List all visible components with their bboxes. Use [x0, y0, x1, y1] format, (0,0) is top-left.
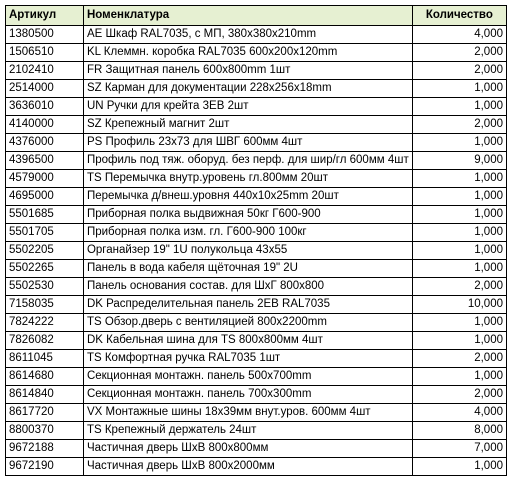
cell-article: 8614680: [6, 368, 84, 386]
cell-article: 5502205: [6, 242, 84, 260]
cell-article: 7158035: [6, 296, 84, 314]
cell-article: 4396500: [6, 152, 84, 170]
cell-name: Приборная полка выдвижная 50кг Г600-900: [83, 206, 412, 224]
table-row: [6, 404, 507, 422]
cell-qty: 9,000: [412, 152, 506, 170]
table-row: [6, 116, 507, 134]
cell-name: DK Кабельная шина для TS 800x800мм 4шт: [83, 332, 412, 350]
cell-name: Приборная полка изм. гл. Г600-900 100кг: [83, 224, 412, 242]
table-row: [6, 458, 507, 476]
cell-qty: 2,000: [412, 62, 506, 80]
cell-qty: 1,000: [412, 98, 506, 116]
cell-qty: 2,000: [412, 278, 506, 296]
table-row: [6, 98, 507, 116]
header-article: Артикул: [6, 6, 84, 26]
table-row: [6, 296, 507, 314]
cell-name: Перемычка д/внеш.уровня 440x10x25mm 20шт: [83, 188, 412, 206]
cell-name: AE Шкаф RAL7035, с МП, 380x380x210mm: [83, 26, 412, 44]
cell-name: UN Ручки для крейта 3ЕВ 2шт: [83, 98, 412, 116]
table-row: [6, 170, 507, 188]
cell-article: 9672190: [6, 458, 84, 476]
cell-name: VX Монтажные шины 18x39мм внут.уров. 600мм 4шт: [83, 404, 412, 422]
cell-qty: 2,000: [412, 386, 506, 404]
cell-qty: 1,000: [412, 134, 506, 152]
header-row: [6, 6, 507, 26]
cell-article: 1380500: [6, 26, 84, 44]
cell-qty: 8,000: [412, 422, 506, 440]
table-row: [6, 152, 507, 170]
cell-name: Секционная монтажн. панель 700x300mm: [83, 386, 412, 404]
cell-name: SZ Карман для документации 228x256x18mm: [83, 80, 412, 98]
cell-article: 5501705: [6, 224, 84, 242]
table-row: [6, 206, 507, 224]
cell-article: 4140000: [6, 116, 84, 134]
cell-qty: 7,000: [412, 440, 506, 458]
cell-qty: 1,000: [412, 260, 506, 278]
table-row: [6, 368, 507, 386]
cell-article: 4579000: [6, 170, 84, 188]
cell-article: 5502265: [6, 260, 84, 278]
cell-qty: 4,000: [412, 404, 506, 422]
table-row: [6, 422, 507, 440]
cell-article: 8611045: [6, 350, 84, 368]
cell-name: Панель в вода кабеля щёточная 19" 2U: [83, 260, 412, 278]
cell-article: 7826082: [6, 332, 84, 350]
cell-name: Частичная дверь ШхВ 800x800мм: [83, 440, 412, 458]
cell-name: FR Защитная панель 600x800mm 1шт: [83, 62, 412, 80]
cell-article: 4695000: [6, 188, 84, 206]
header-name: Номенклатура: [83, 6, 412, 26]
table-row: [6, 440, 507, 458]
cell-article: 8617720: [6, 404, 84, 422]
table-row: [6, 278, 507, 296]
cell-qty: 2,000: [412, 44, 506, 62]
table-row: [6, 188, 507, 206]
cell-name: TS Перемычка внутр.уровень гл.800мм 20шт: [83, 170, 412, 188]
cell-name: TS Комфортная ручка RAL7035 1шт: [83, 350, 412, 368]
table-row: [6, 350, 507, 368]
table-row: [6, 134, 507, 152]
cell-qty: 1,000: [412, 224, 506, 242]
table-row: [6, 224, 507, 242]
cell-name: Панель основания состав. для ШхГ 800x800: [83, 278, 412, 296]
cell-qty: 10,000: [412, 296, 506, 314]
cell-article: 5501685: [6, 206, 84, 224]
table-row: [6, 260, 507, 278]
table-row: [6, 44, 507, 62]
cell-article: 2102410: [6, 62, 84, 80]
table-row: [6, 26, 507, 44]
cell-article: 8800370: [6, 422, 84, 440]
cell-qty: 1,000: [412, 242, 506, 260]
cell-name: Частичная дверь ШхВ 800x2000мм: [83, 458, 412, 476]
cell-qty: 4,000: [412, 26, 506, 44]
cell-qty: 1,000: [412, 332, 506, 350]
table-body: [6, 26, 507, 476]
header-qty: Количество: [412, 6, 506, 26]
table-row: [6, 62, 507, 80]
cell-qty: 1,000: [412, 188, 506, 206]
cell-name: TS Обзор.дверь с вентиляцией 800x2200mm: [83, 314, 412, 332]
cell-article: 9672188: [6, 440, 84, 458]
cell-article: 1506510: [6, 44, 84, 62]
cell-name: PS Профиль 23x73 для ШВГ 600мм 4шт: [83, 134, 412, 152]
table-row: [6, 332, 507, 350]
cell-qty: 1,000: [412, 170, 506, 188]
table-row: [6, 242, 507, 260]
nomenclature-table: [5, 5, 507, 476]
table-row: [6, 386, 507, 404]
cell-article: 4376000: [6, 134, 84, 152]
cell-qty: 1,000: [412, 368, 506, 386]
cell-qty: 2,000: [412, 116, 506, 134]
cell-name: KL Клеммн. коробка RAL7035 600x200x120mm: [83, 44, 412, 62]
cell-article: 5502530: [6, 278, 84, 296]
cell-qty: 1,000: [412, 206, 506, 224]
cell-name: TS Крепежный держатель 24шт: [83, 422, 412, 440]
cell-qty: 1,000: [412, 458, 506, 476]
table-row: [6, 314, 507, 332]
cell-article: 7824222: [6, 314, 84, 332]
cell-qty: 2,000: [412, 350, 506, 368]
table-header: [6, 6, 507, 26]
cell-article: 3636010: [6, 98, 84, 116]
table-row: [6, 80, 507, 98]
cell-qty: 1,000: [412, 80, 506, 98]
cell-article: 2514000: [6, 80, 84, 98]
cell-name: Органайзер 19" 1U полукольца 43x55: [83, 242, 412, 260]
cell-article: 8614840: [6, 386, 84, 404]
cell-name: Профиль под тяж. оборуд. без перф. для шир/гл 600мм 4шт: [83, 152, 412, 170]
nomenclature-table-container: [5, 5, 507, 476]
cell-name: Секционная монтажн. панель 500x700mm: [83, 368, 412, 386]
cell-qty: 1,000: [412, 314, 506, 332]
cell-name: SZ Крепежный магнит 2шт: [83, 116, 412, 134]
cell-name: DK Распределительная панель 2ЕВ RAL7035: [83, 296, 412, 314]
